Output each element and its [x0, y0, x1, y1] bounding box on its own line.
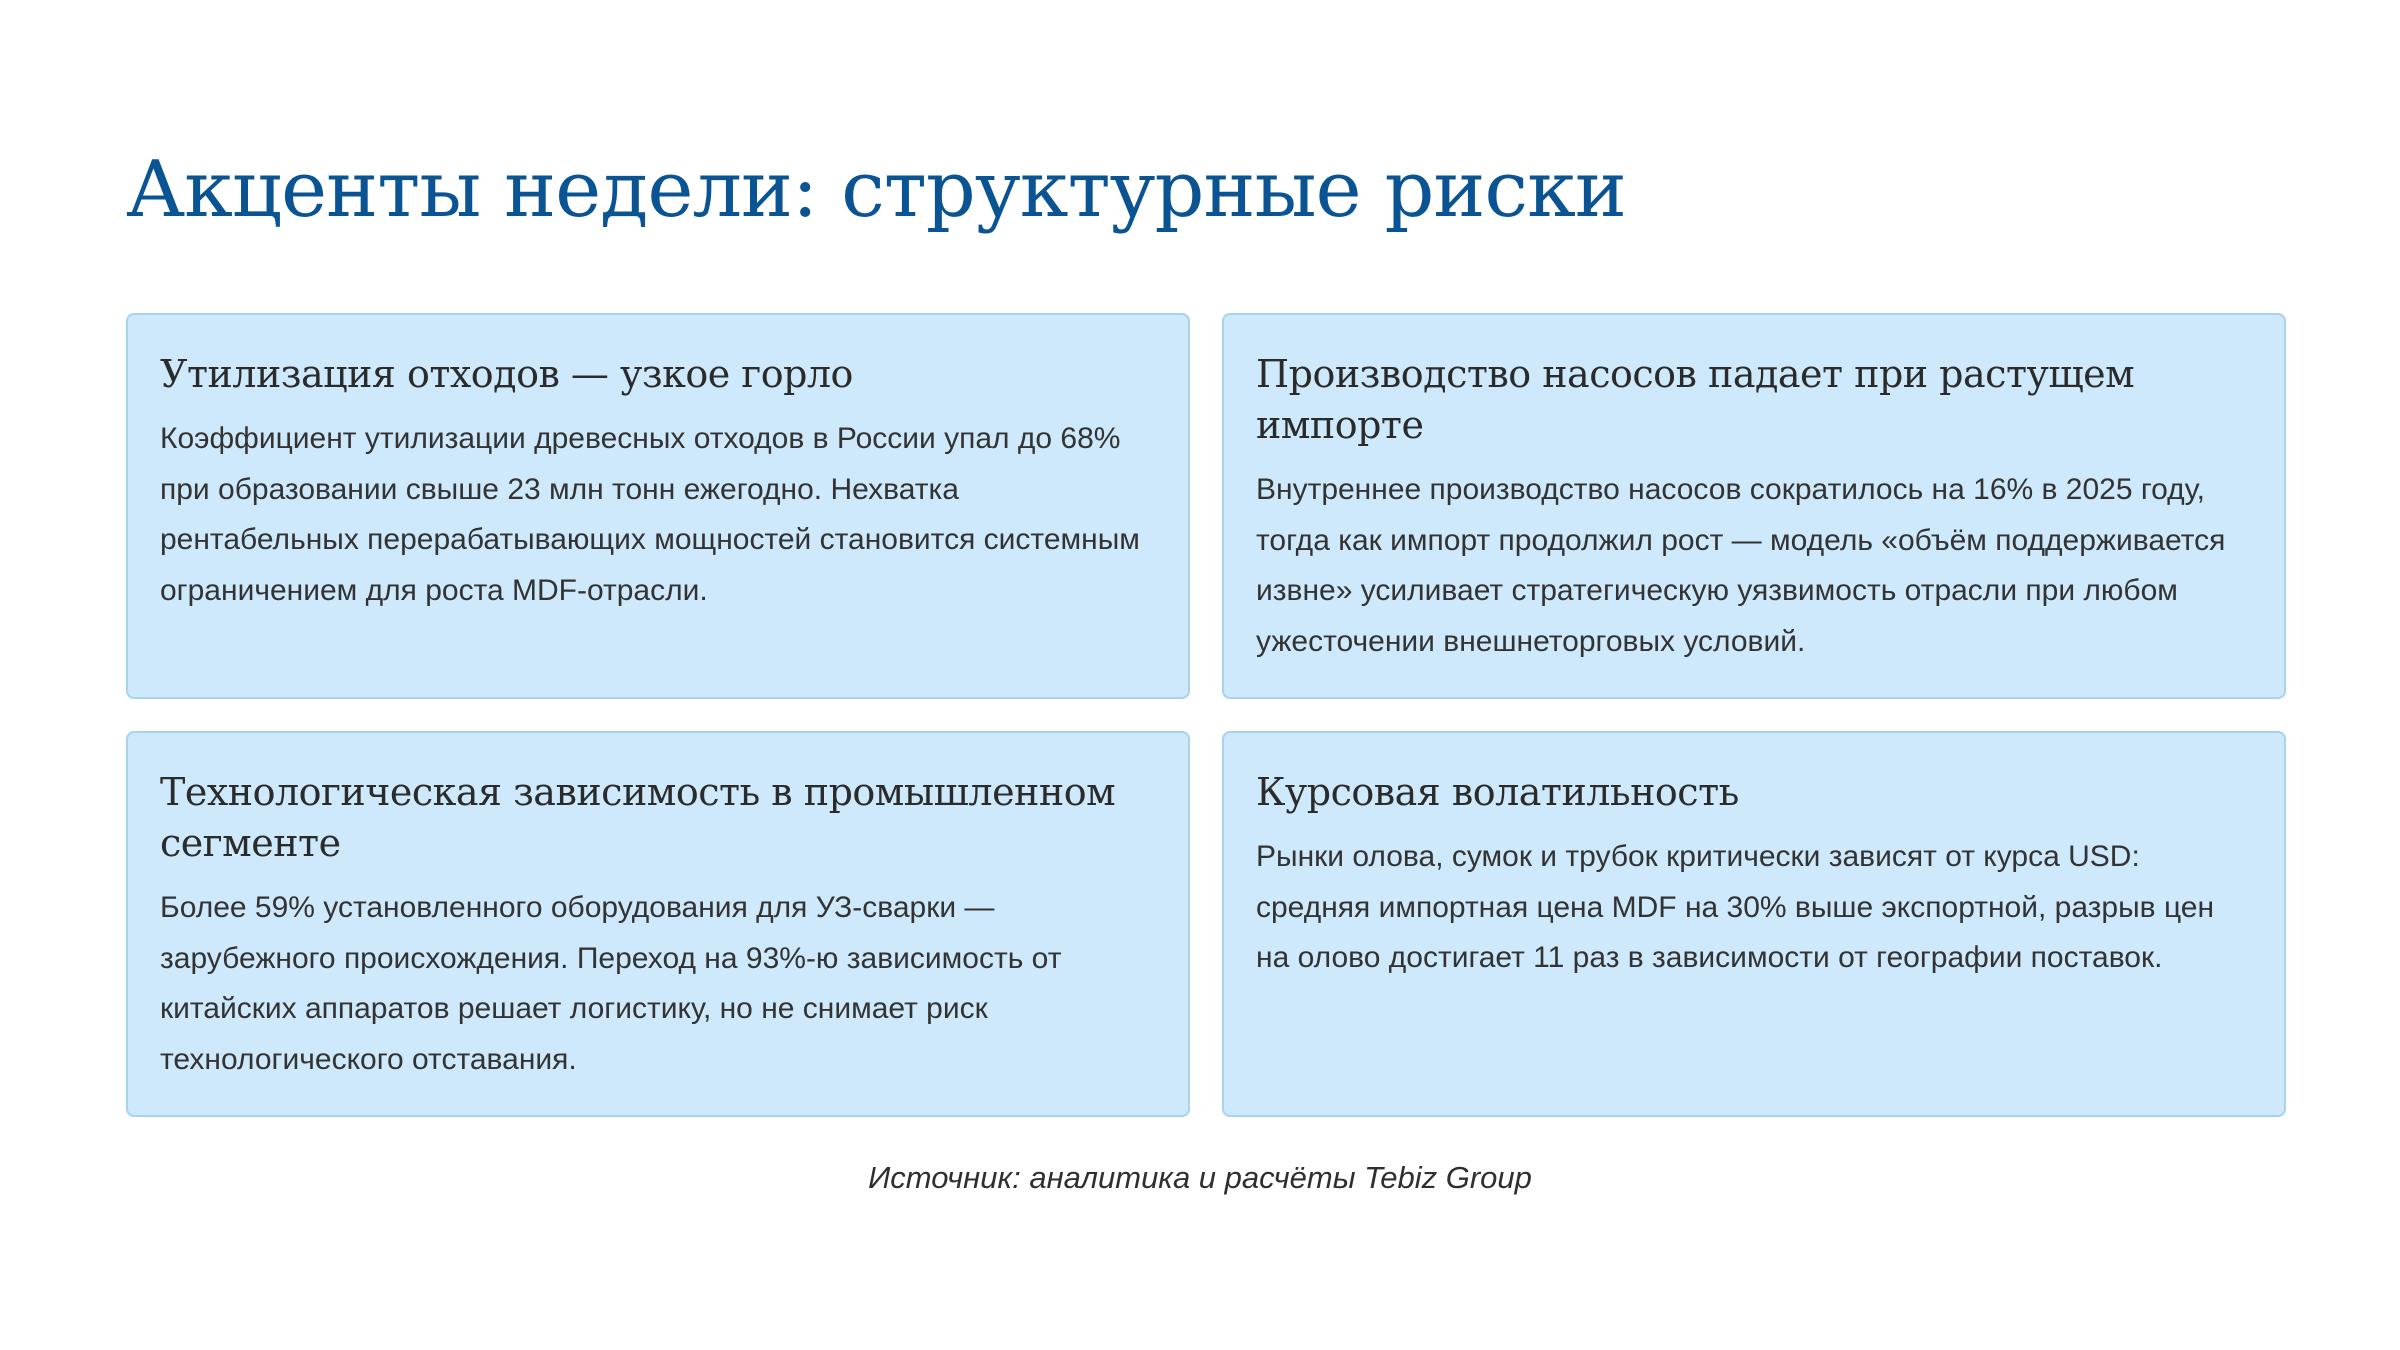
card-title: Курсовая волатильность: [1256, 770, 1739, 814]
risk-cards-grid: [126, 313, 2286, 1117]
card-title: Технологическая зависимость в промышленном сегменте: [160, 770, 1116, 865]
card-text: Рынки олова, сумок и трубок критически зависят от курса USD: средняя импортная цена MDF на 30% выше экспортной, разрыв цен на олово достигает 11 раз в зависимости от географии поставок.: [1256, 840, 2215, 974]
card-waste-utilization: [126, 313, 1190, 699]
card-text: Коэффициент утилизации древесных отходов в России упал до 68% при образовании свыше 23 млн тонн ежегодно. Нехватка рентабельных перерабатывающих мощностей становится системным ограничением для роста MDF-отрасли.: [160, 422, 1140, 607]
card-pump-production: [1222, 313, 2286, 699]
card-text: Внутреннее производство насосов сократилось на 16% в 2025 году, тогда как импорт продолжил рост — модель «объём поддерживается извне» усиливает стратегическую уязвимость отрасли при любом ужесточении внешнеторговых условий.: [1256, 473, 2226, 658]
page-title: Акценты недели: структурные риски: [126, 145, 1626, 235]
source-note: Источник: аналитика и расчёты Tebiz Group: [868, 1160, 1532, 1195]
card-title: Производство насосов падает при растущем импорте: [1256, 352, 2135, 447]
card-text: Более 59% установленного оборудования для УЗ-сварки — зарубежного происхождения. Переход на 93%-ю зависимость от китайских аппаратов решает логистику, но не снимает риск технологического отставания.: [160, 891, 1062, 1076]
card-currency-volatility: [1222, 731, 2286, 1117]
card-technology-dependence: [126, 731, 1190, 1117]
card-title: Утилизация отходов — узкое горло: [160, 352, 853, 396]
